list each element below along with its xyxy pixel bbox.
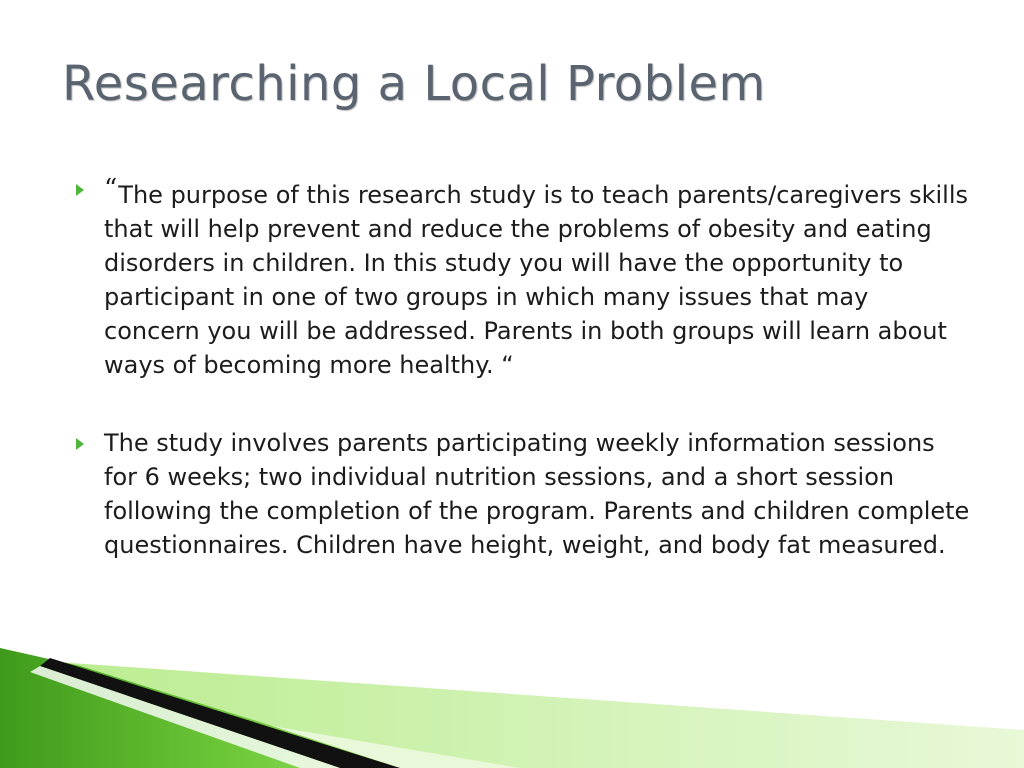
triangle-bullet-icon — [76, 184, 84, 196]
bullet-item — [70, 426, 970, 562]
slide-title: Researching a Local Problem — [62, 56, 766, 112]
bullet-text: The study involves parents participating weekly information sessions for 6 weeks; two individual nutrition sessions, and a short session following the completion of the program. Parents and children complete questionnaires. Children have height, weight, and body fat measured. — [104, 429, 970, 559]
bullet-item — [70, 172, 970, 382]
green-wave-decoration — [0, 640, 1024, 768]
bullet-text: The purpose of this research study is to teach parents/caregivers skills that will help prevent and reduce the problems of obesity and eating disorders in children. In this study you will have the opportunity to participant in one of two groups in which many issues that may concern you will be addressed. Parents in both groups will learn about ways of becoming more healthy. “ — [104, 181, 969, 379]
bullet-list — [70, 172, 970, 562]
opening-quote-mark: “ — [104, 174, 118, 204]
triangle-bullet-icon — [76, 438, 84, 450]
